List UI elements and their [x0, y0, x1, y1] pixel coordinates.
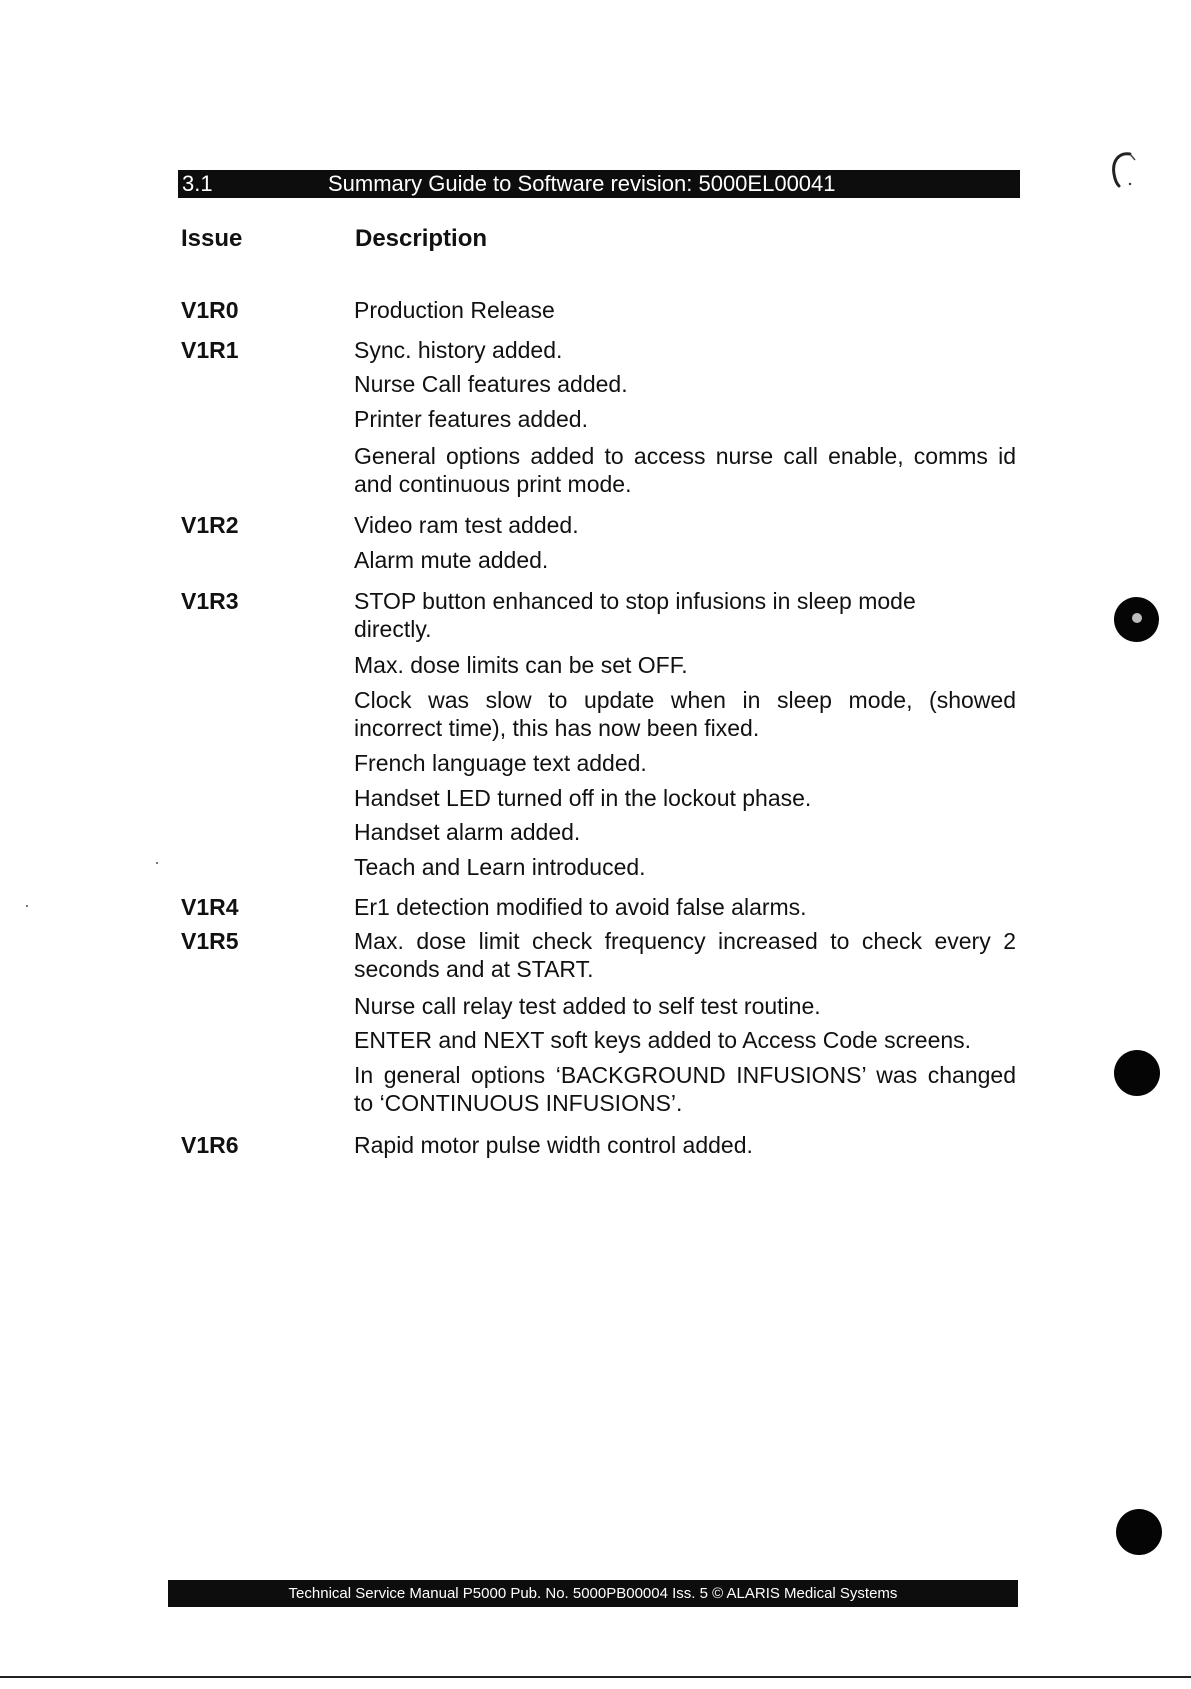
description-item: Handset alarm added.	[354, 819, 581, 845]
binder-ring-icon	[1108, 148, 1136, 188]
description-item: Nurse Call features added.	[354, 371, 628, 397]
issue-label: V1R3	[181, 588, 239, 614]
section-title: Summary Guide to Software revision: 5000EL00041	[328, 171, 836, 196]
issue-label: V1R1	[181, 337, 239, 363]
issue-label: V1R4	[181, 894, 239, 920]
description-item: General options added to access nurse call enable, comms id and continuous print mode.	[354, 443, 1016, 497]
description-item: Max. dose limits can be set OFF.	[354, 652, 688, 678]
footer-text: Technical Service Manual P5000 Pub. No. 5000PB00004 Iss. 5 © ALARIS Medical Systems	[288, 1585, 898, 1602]
issue-label: V1R2	[181, 512, 239, 538]
description-item: Teach and Learn introduced.	[354, 854, 646, 880]
description-item: In general options ‘BACKGROUND INFUSIONS’ was changed to ‘CONTINUOUS INFUSIONS’.	[354, 1062, 1016, 1116]
section-number: 3.1	[182, 171, 213, 196]
description-item: French language text added.	[354, 750, 647, 776]
description-column-header: Description	[355, 225, 488, 252]
scan-speck	[156, 862, 158, 864]
binder-hole-icon	[1114, 597, 1159, 642]
issue-label: V1R6	[181, 1132, 239, 1158]
description-item: Clock was slow to update when in sleep mode, (showed incorrect time), this has now been fixed.	[354, 687, 1016, 741]
binder-hole-icon	[1114, 1050, 1160, 1096]
description-item: Sync. history added.	[354, 337, 563, 363]
binder-hole-icon	[1116, 1509, 1162, 1555]
description-item: Er1 detection modified to avoid false alarms.	[354, 894, 807, 920]
footer-bar	[168, 1580, 1018, 1607]
scan-speck	[26, 905, 28, 907]
issue-label: V1R0	[181, 297, 239, 323]
description-item: Production Release	[354, 297, 555, 323]
description-item: Max. dose limit check frequency increased to check every 2 seconds and at START.	[354, 928, 1016, 982]
section-header-bar	[178, 170, 1020, 198]
description-item: STOP button enhanced to stop infusions in sleep mode directly.	[354, 588, 916, 642]
description-item: Rapid motor pulse width control added.	[354, 1132, 753, 1158]
description-item: ENTER and NEXT soft keys added to Access Code screens.	[354, 1027, 972, 1053]
bottom-rule	[0, 1676, 1191, 1678]
issue-column-header: Issue	[181, 225, 243, 252]
description-item: Handset LED turned off in the lockout phase.	[354, 785, 812, 811]
hole-glint	[1132, 613, 1142, 623]
description-item: Printer features added.	[354, 406, 588, 432]
description-item: Nurse call relay test added to self test routine.	[354, 993, 821, 1019]
description-item: Alarm mute added.	[354, 547, 549, 573]
issue-label: V1R5	[181, 928, 239, 954]
description-item: Video ram test added.	[354, 512, 579, 538]
